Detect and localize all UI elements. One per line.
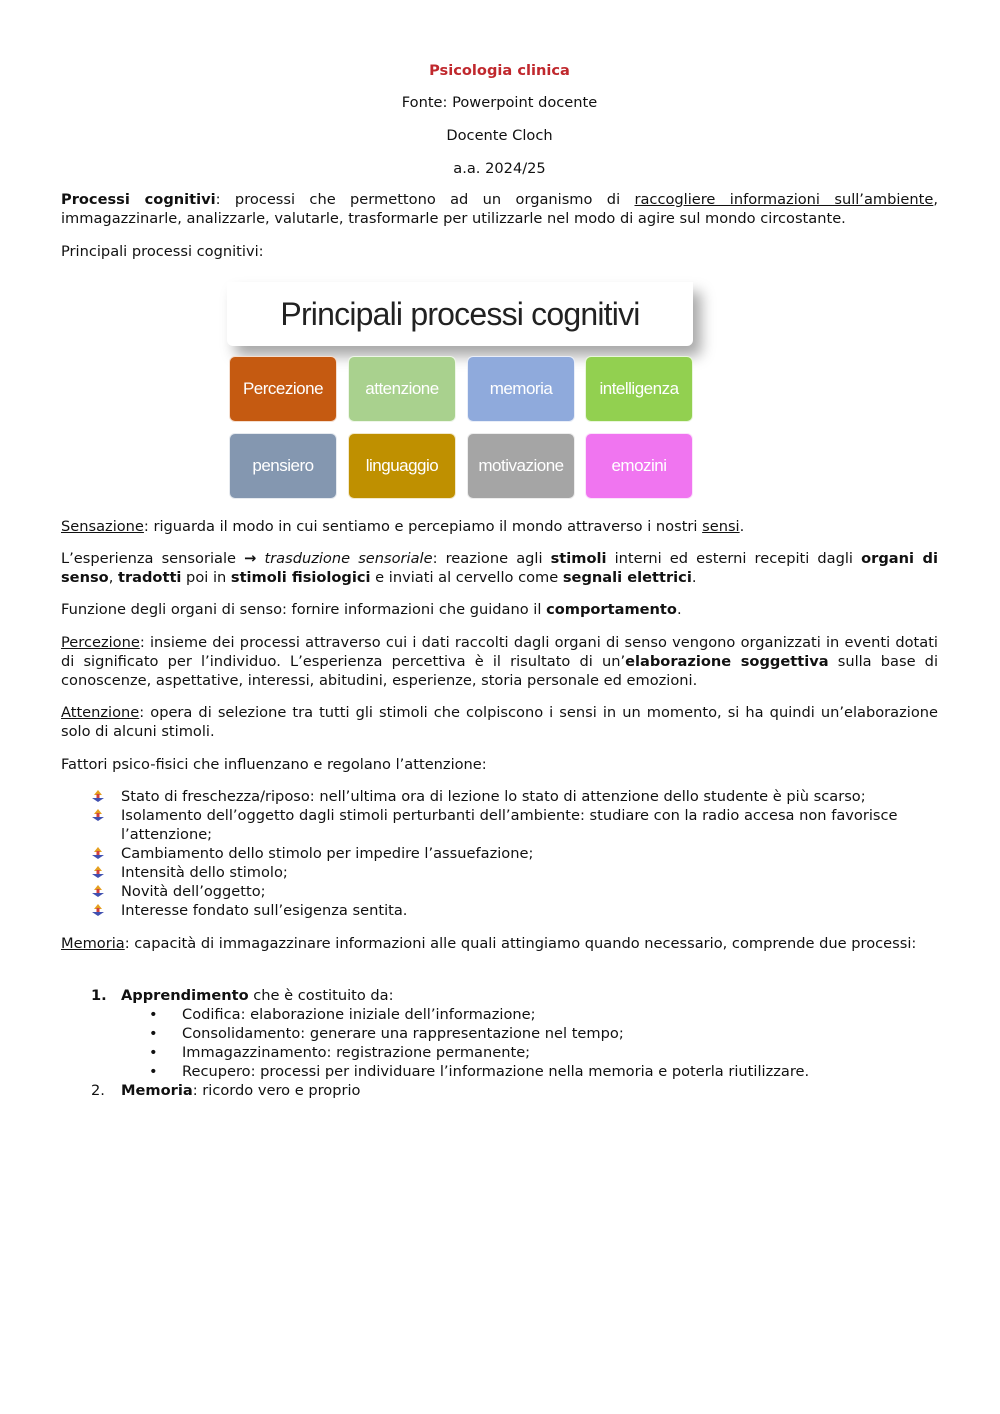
percezione-paragraph (61, 633, 938, 690)
sub-item-text: Consolidamento: generare una rappresentazione nel tempo; (182, 1025, 624, 1042)
processo-number: 1. (91, 987, 107, 1004)
funz-a: Funzione degli organi di senso: fornire informazioni che guidano il (61, 601, 547, 618)
term-attenzione: Attenzione (61, 704, 140, 721)
esp-stimoli: stimoli (550, 550, 607, 567)
fattore-list-item (61, 863, 938, 882)
tile-pensiero: pensiero (229, 433, 337, 499)
esp-italic: trasduzione sensoriale (264, 550, 433, 567)
funz-c: . (676, 601, 682, 618)
arrow-bullet-icon (91, 884, 105, 898)
fattori-list (61, 787, 938, 920)
processo-item-2 (61, 1081, 938, 1100)
processo-bold: Memoria (121, 1082, 193, 1099)
term-percezione: Percezione (61, 634, 140, 651)
sensazione-paragraph (61, 517, 938, 536)
arrow-bullet-icon (91, 789, 105, 803)
sub-list-item (121, 1005, 938, 1024)
fattore-text: Interesse fondato sull’esigenza sentita. (121, 902, 408, 919)
fattore-text: Isolamento dell’oggetto dagli stimoli perturbanti dell’ambiente: studiare con la radio accesa non favorisce l’attenzione; (121, 807, 898, 843)
mem-text: : capacità di immagazzinare informazioni alle quali attingiamo quando necessario, comprende due processi: (124, 935, 917, 952)
perc-a: : insieme dei processi attraverso cui i dati raccolti dagli organi di senso vengono organizzati in eventi dotati di significato per l’individuo. L’esperienza percettiva è il risultato di un’ (61, 634, 938, 670)
sub-item-text: Recupero: processi per individuare l’informazione nella memoria e poterla riutilizzare. (182, 1063, 810, 1080)
fattore-text: Intensità dello stimolo; (121, 864, 288, 881)
perc-bold: elaborazione soggettiva (625, 653, 829, 670)
bullet-dot-icon: • (149, 1025, 158, 1042)
fattore-list-item (61, 844, 938, 863)
esperienza-paragraph (61, 549, 938, 587)
esp-tradotti: tradotti (117, 569, 182, 586)
perc-b: sulla base di conoscenze, aspettative, interessi, abitudini, esperienze, storia personale ed emozioni. (61, 653, 938, 689)
fattore-text: Cambiamento dello stimolo per impedire l’assuefazione; (121, 845, 534, 862)
esp-stimoli-fis: stimoli fisiologici (230, 569, 371, 586)
fattore-list-item (61, 901, 938, 920)
tile-attenzione: attenzione (348, 356, 456, 422)
processo-item-1 (61, 986, 938, 1081)
term-processi-cognitivi: Processi cognitivi (61, 191, 216, 208)
esp-d: interni ed esterni recepiti dagli (606, 550, 862, 567)
term-sensazione: Sensazione (61, 518, 144, 535)
esp-c: : reazione agli (432, 550, 551, 567)
esp-organi: organi di senso (61, 550, 938, 586)
tile-emozini: emozini (585, 433, 693, 499)
document-title: Psicologia clinica (429, 62, 570, 79)
tile-percezione: Percezione (229, 356, 337, 422)
esp-g: e inviati al cervello come (370, 569, 563, 586)
intro-underlined: raccogliere informazioni sull’ambiente (634, 191, 934, 208)
principali-label: Principali processi cognitivi: (61, 243, 264, 260)
processes-diagram (227, 282, 727, 504)
sub-list-item (121, 1043, 938, 1062)
fattori-list-block (61, 787, 938, 920)
teacher-line: Docente Cloch (446, 127, 553, 144)
term-sensi: sensi (702, 518, 740, 535)
arrow-icon: → (244, 550, 257, 567)
esp-f: poi in (181, 569, 231, 586)
fattore-list-item (61, 806, 938, 844)
sensazione-end: . (739, 518, 745, 535)
principali-label-block (61, 242, 938, 261)
intro-paragraph (61, 190, 938, 228)
arrow-bullet-icon (91, 903, 105, 917)
memoria-paragraph (61, 934, 938, 953)
arrow-bullet-icon (91, 808, 105, 822)
processo-text: che è costituito da: (248, 987, 394, 1004)
intro-text-b: , immagazzinarle, analizzarle, valutarle, trasformarle per utilizzarle nel modo di agire sul mondo circostante. (61, 191, 938, 227)
sub-list-item (121, 1062, 938, 1081)
diagram-title: Principali processi cognitivi (227, 282, 693, 346)
processo-bold: Apprendimento (121, 987, 249, 1004)
sub-list-item (121, 1024, 938, 1043)
attenzione-paragraph (61, 703, 938, 741)
sub-item-text: Immagazzinamento: registrazione permanente; (182, 1044, 531, 1061)
arrow-bullet-icon (91, 865, 105, 879)
tile-motivazione: motivazione (467, 433, 575, 499)
year-line: a.a. 2024/25 (453, 160, 546, 177)
bullet-dot-icon: • (149, 1044, 158, 1061)
fattori-label: Fattori psico-fisici che influenzano e regolano l’attenzione: (61, 756, 487, 773)
bullet-dot-icon: • (149, 1063, 158, 1080)
fattore-text: Stato di freschezza/riposo: nell’ultima ora di lezione lo stato di attenzione dello studente è più scarso; (121, 788, 866, 805)
fattori-label-block (61, 755, 938, 774)
tile-memoria: memoria (467, 356, 575, 422)
apprendimento-sublist (121, 1005, 938, 1081)
tile-linguaggio: linguaggio (348, 433, 456, 499)
fattore-list-item (61, 882, 938, 901)
funzione-paragraph (61, 600, 938, 619)
processo-text: : ricordo vero e proprio (192, 1082, 361, 1099)
fattore-text: Novità dell’oggetto; (121, 883, 266, 900)
processi-list-block (61, 986, 938, 1100)
arrow-bullet-icon (91, 846, 105, 860)
sensazione-text: : riguarda il modo in cui sentiamo e percepiamo il mondo attraverso i nostri (143, 518, 703, 535)
esp-e: , (108, 569, 118, 586)
source-line: Fonte: Powerpoint docente (401, 94, 598, 111)
sub-item-text: Codifica: elaborazione iniziale dell’informazione; (182, 1006, 536, 1023)
processo-number: 2. (91, 1082, 105, 1099)
bullet-dot-icon: • (149, 1006, 158, 1023)
term-memoria: Memoria (61, 935, 125, 952)
funz-b: comportamento (546, 601, 677, 618)
att-text: : opera di selezione tra tutti gli stimoli che colpiscono i sensi in un momento, si ha quindi un’elaborazione solo di alcuni stimoli. (61, 704, 938, 740)
tile-intelligenza: intelligenza (585, 356, 693, 422)
processi-list (61, 986, 938, 1100)
esp-h: . (691, 569, 697, 586)
esp-segnali: segnali elettrici (562, 569, 692, 586)
esp-a: L’esperienza sensoriale (61, 550, 245, 567)
fattore-list-item (61, 787, 938, 806)
intro-text-a: : processi che permettono ad un organismo di (215, 191, 635, 208)
